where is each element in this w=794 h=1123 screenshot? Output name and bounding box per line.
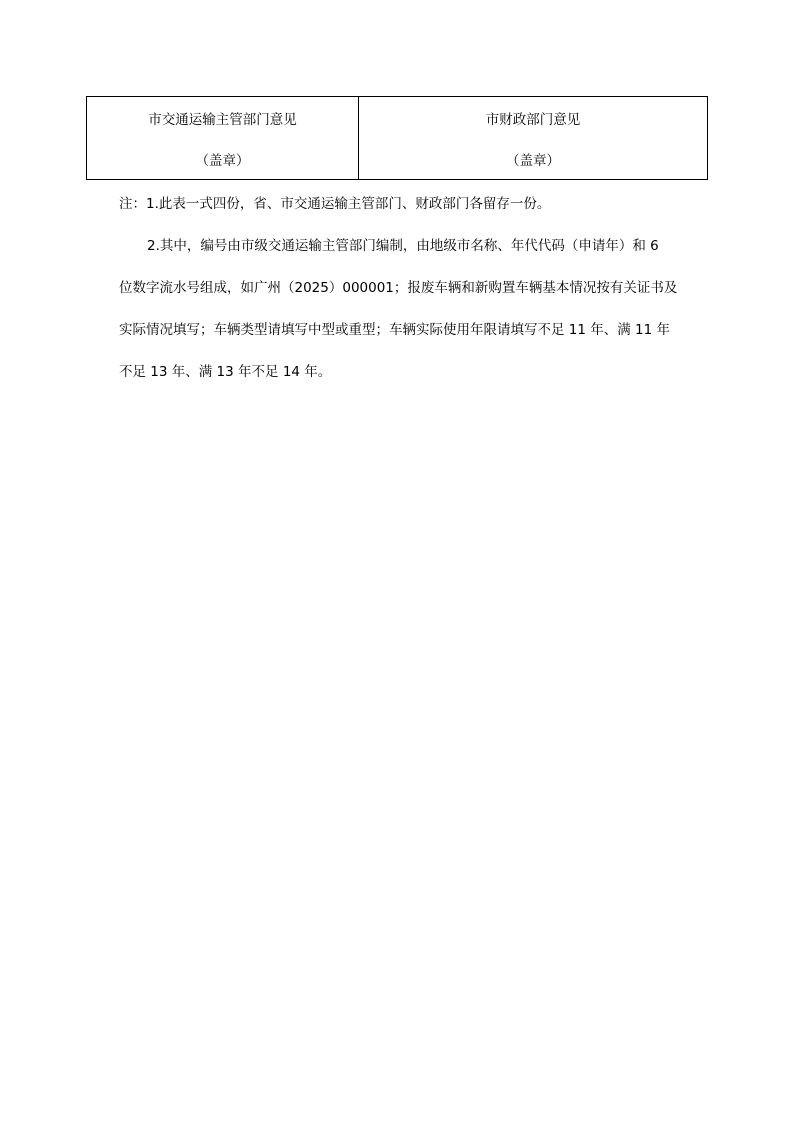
note-line-2: 2.其中，编号由市级交通运输主管部门编制，由地级市名称、年代代码（申请年）和 6	[147, 238, 659, 254]
note-line-3: 位数字流水号组成，如广州（2025）000001；报废车辆和新购置车辆基本情况按有关证书及	[119, 280, 678, 296]
finance-dept-opinion-cell	[359, 97, 707, 179]
finance-dept-opinion-title: 市财政部门意见	[485, 112, 581, 128]
transport-dept-opinion-title: 市交通运输主管部门意见	[148, 112, 297, 128]
note-line-4: 实际情况填写；车辆类型请填写中型或重型；车辆实际使用年限请填写不足 11 年、满 11 年	[119, 322, 671, 338]
note-line-1: 注：1.此表一式四份，省、市交通运输主管部门、财政部门各留存一份。	[119, 196, 551, 212]
finance-dept-seal-label: （盖章）	[506, 153, 560, 169]
transport-dept-seal-label: （盖章）	[195, 153, 250, 169]
opinion-table	[86, 96, 708, 180]
note-line-5: 不足 13 年、满 13 年不足 14 年。	[119, 364, 332, 380]
transport-dept-opinion-cell	[87, 97, 359, 179]
